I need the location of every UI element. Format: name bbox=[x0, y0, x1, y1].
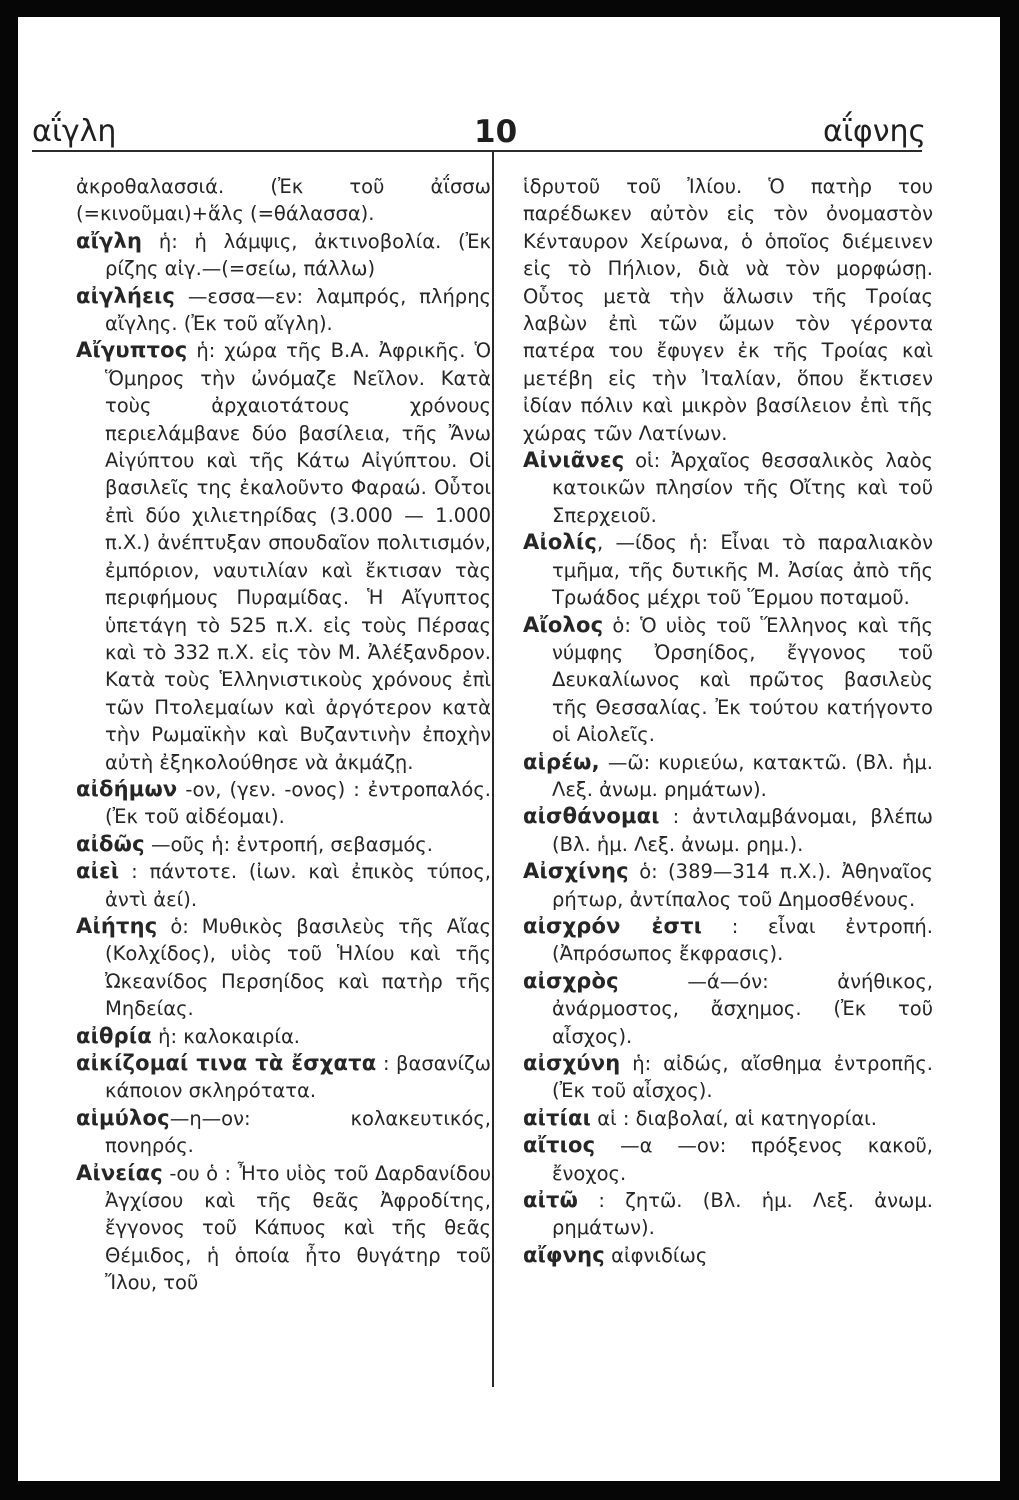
dictionary-entry bbox=[76, 1023, 491, 1050]
definition: : ἀντιλαμβάνομαι, βλέπω (Βλ. ἡμ. Λεξ. ἀνωμ. ρημ.). bbox=[552, 805, 933, 856]
dictionary-entry bbox=[76, 228, 491, 283]
headword: αἰτῶ bbox=[523, 1188, 579, 1213]
dictionary-entry bbox=[76, 337, 491, 776]
headword: Αἰνείας bbox=[76, 1160, 163, 1185]
headword: αἴγλη bbox=[76, 228, 143, 253]
dictionary-entry bbox=[523, 1132, 933, 1187]
headword: Αἴγυπτος bbox=[76, 338, 188, 363]
headword: αἰκίζομαί τινα τὰ ἔσχατα bbox=[76, 1051, 377, 1075]
headword: αἰδήμων bbox=[76, 776, 178, 801]
dictionary-entry bbox=[523, 803, 933, 858]
header-rule bbox=[32, 150, 922, 152]
right-column bbox=[523, 173, 933, 1269]
definition: : βασανίζω κάποιον σκληρότατα. bbox=[105, 1052, 491, 1103]
definition: : εἶναι ἐντροπή. (Ἀπρόσωπος ἔκφρασις). bbox=[552, 914, 933, 966]
headword: αἴτιος bbox=[523, 1133, 596, 1158]
dictionary-entry bbox=[523, 1187, 933, 1242]
definition: ὁ: (389—314 π.Χ.). Ἀθηναῖος ρήτωρ, ἀντίπαλος τοῦ Δημοσθένους. bbox=[552, 860, 933, 911]
definition: : ζητῶ. (Βλ. ἡμ. Λεξ. ἀνωμ. ρημάτων). bbox=[552, 1189, 933, 1240]
definition: —εσσα—εν: λαμπρός, πλήρης αἴγλης. (Ἐκ τοῦ αἴγλη). bbox=[105, 284, 491, 336]
continued-text: ἀκροθαλασσιά. (Ἐκ τοῦ ἀΐσσω (=κινοῦμαι)+ἅλς (=θάλασσα). bbox=[76, 175, 491, 226]
definition: —ῶ: κυριεύω, κατακτῶ. (Βλ. ἡμ. Λεξ. ἀνωμ. ρημάτων). bbox=[552, 750, 933, 801]
headword: αἰεὶ bbox=[76, 859, 120, 884]
dictionary-entry bbox=[523, 1105, 933, 1132]
column-divider bbox=[492, 152, 494, 1387]
definition: ἡ: καλοκαιρία. bbox=[151, 1024, 301, 1048]
headword: αἰσχρόν ἐστι bbox=[523, 913, 703, 938]
dictionary-entry bbox=[76, 1105, 491, 1160]
dictionary-entry bbox=[76, 283, 491, 338]
headword: αἰθρία bbox=[76, 1023, 152, 1048]
definition: : πάντοτε. (ἰων. καὶ ἐπικὸς τύπος, ἀντὶ ἀεί). bbox=[105, 860, 491, 911]
headword: Αἴολος bbox=[523, 612, 604, 637]
headword: αἰσθάνομαι bbox=[523, 804, 660, 829]
headword: αἰτίαι bbox=[523, 1105, 592, 1130]
dictionary-entry bbox=[523, 1242, 933, 1269]
definition: -ου ὁ : Ἦτο υἱὸς τοῦ Δαρδανίδου Ἀγχίσου καὶ τῆς θεᾶς Ἀφροδίτης, ἔγγονος τοῦ Κάπυος καὶ τῆς θεᾶς Θέμιδος, ἡ ὁποία ἦτο θυγάτηρ τοῦ Ἴλου, τοῦ bbox=[105, 1161, 491, 1295]
dictionary-entry bbox=[76, 1050, 491, 1105]
dictionary-entry bbox=[76, 913, 491, 1023]
headword: αἱρέω, bbox=[523, 749, 600, 774]
headword: αἰσχρὸς bbox=[523, 968, 619, 993]
headword: αἰγλήεις bbox=[76, 283, 176, 308]
page-number: 10 bbox=[474, 114, 518, 150]
dictionary-entry bbox=[523, 447, 933, 529]
headword: αἴφνης bbox=[523, 1242, 605, 1267]
definition: —α —ον: πρόξενος κακοῦ, ἔνοχος. bbox=[552, 1134, 933, 1185]
dictionary-page bbox=[18, 17, 1000, 1481]
definition: —ά—όν: ἀνήθικος, ἀνάρμοστος, ἄσχημος. (Ἐκ τοῦ αἶσχος). bbox=[552, 969, 933, 1048]
definition: -ον, (γεν. -ονος) : ἐντροπαλός. (Ἐκ τοῦ αἰδέομαι). bbox=[105, 777, 491, 829]
definition: , —ίδος ἡ: Εἶναι τὸ παραλιακὸν τμῆμα, τῆς δυτικῆς Μ. Ἀσίας ἀπὸ τῆς Τρωάδος μέχρι τοῦ Ἕρμου ποταμοῦ. bbox=[552, 531, 933, 610]
definition: —οῦς ἡ: ἐντροπή, σεβασμός. bbox=[144, 832, 433, 856]
dictionary-entry bbox=[76, 831, 491, 858]
dictionary-entry bbox=[523, 913, 933, 968]
definition: ἡ: ἡ λάμψις, ἀκτινοβολία. (Ἐκ ρίζης αἰγ.—(=σείω, πάλλω) bbox=[105, 229, 491, 281]
definition: —η—ον: κολακευτικός, πονηρός. bbox=[105, 1106, 491, 1158]
headword: αἱμύλος bbox=[76, 1105, 170, 1130]
headword: Αἰνιᾶνες bbox=[523, 448, 625, 473]
headword: Αἰήτης bbox=[76, 913, 158, 938]
dictionary-entry bbox=[523, 968, 933, 1050]
dictionary-entry bbox=[523, 612, 933, 749]
dictionary-entry bbox=[523, 858, 933, 913]
dictionary-entry bbox=[523, 749, 933, 804]
definition: αἰφνιδίως bbox=[604, 1243, 708, 1267]
dictionary-entry bbox=[523, 529, 933, 611]
definition: ἡ: αἰδώς, αἴσθημα ἐντροπῆς. (Ἐκ τοῦ αἶσχος). bbox=[552, 1052, 933, 1103]
definition: ὁ: Μυθικὸς βασιλεὺς τῆς Αἴας (Κολχίδος), υἱὸς τοῦ Ἡλίου καὶ τῆς Ὠκεανίδος Περσηίδος καὶ πατὴρ τῆς Μηδείας. bbox=[105, 914, 491, 1021]
header-left-word: αΐγλη bbox=[32, 114, 117, 149]
headword: αἰσχύνη bbox=[523, 1051, 621, 1075]
left-column bbox=[76, 173, 491, 1297]
dictionary-entry bbox=[76, 858, 491, 913]
definition: οἱ: Ἀρχαῖος θεσσαλικὸς λαὸς κατοικῶν πλησίον τῆς Οἴτης καὶ τοῦ Σπερχειοῦ. bbox=[552, 449, 933, 527]
definition: ἡ: χώρα τῆς Β.Α. Ἀφρικῆς. Ὁ Ὅμηρος τὴν ὠνόμαζε Νεῖλον. Κατὰ τοὺς ἀρχαιοτάτους χρόνους περιελάμβανε δύο βασίλεια, τῆς Ἄνω Αἰγύπτου καὶ τῆς Κάτω Αἰγύπτου. Οἱ βασιλεῖς της ἐκαλοῦντο Φαραώ. Οὗτοι ἐπὶ δύο χιλιετηρίδας (3.000 — 1.000 π.Χ.) ἀνέπτυξαν σπουδαῖον πολιτισμόν, ἐμπόριον, ναυτιλίαν καὶ ἔκτισαν τὰς περιφήμους Πυραμίδας. Ἡ Αἴγυπτος ὑπετάγη τὸ 525 π.Χ. εἰς τοὺς Πέρσας καὶ τὸ 332 π.Χ. εἰς τὸν Μ. Ἀλέξανδρον. Κατὰ τοὺς Ἑλληνιστικοὺς χρόνους ἐπὶ τῶν Πτολεμαίων καὶ ἀργότερον κατὰ τὴν Ρωμαϊκὴν καὶ Βυζαντινὴν ἐποχὴν αὐτὴ ἐξηκολούθησε νὰ ἀκμάζῃ. bbox=[105, 339, 491, 774]
continued-text: ἱδρυτοῦ τοῦ Ἰλίου. Ὁ πατὴρ του παρέδωκεν αὐτὸν εἰς τὸν ὀνομαστὸν Κένταυρον Χείρωνα, ὁ ὁποῖος διέμεινεν εἰς τὸ Πήλιον, διὰ νὰ τὸν μορφώσῃ. Οὗτος μετὰ τὴν ἅλωσιν τῆς Τροίας λαβὼν ἐπὶ τῶν ὤμων τὸν γέροντα πατέρα του ἔφυγεν ἐκ τῆς Τροίας καὶ μετέβη εἰς τὴν Ἰταλίαν, ὅπου ἔκτισεν ἰδίαν πόλιν καὶ μικρὸν βασίλειον ἐπὶ τῆς χώρας τῶν Λατίνων. bbox=[523, 175, 933, 445]
headword: αἰδῶς bbox=[76, 831, 145, 856]
definition: ὁ: Ὁ υἱὸς τοῦ Ἕλληνος καὶ τῆς νύμφης Ὀρσηίδος, ἔγγονος τοῦ Δευκαλίωνος καὶ πρῶτος βασιλεὺς τῆς Θεσσαλίας. Ἐκ τούτου κατήγοντο οἱ Αἰολεῖς. bbox=[552, 613, 933, 747]
headword: Αἰολίς bbox=[523, 530, 597, 555]
headword: Αἰσχίνης bbox=[523, 859, 629, 884]
definition: αἱ : διαβολαί, αἱ κατηγορίαι. bbox=[591, 1106, 877, 1130]
dictionary-entry bbox=[76, 776, 491, 831]
header-right-word: αΐφνης bbox=[823, 114, 927, 149]
dictionary-entry bbox=[76, 1160, 491, 1297]
dictionary-entry bbox=[523, 1050, 933, 1105]
